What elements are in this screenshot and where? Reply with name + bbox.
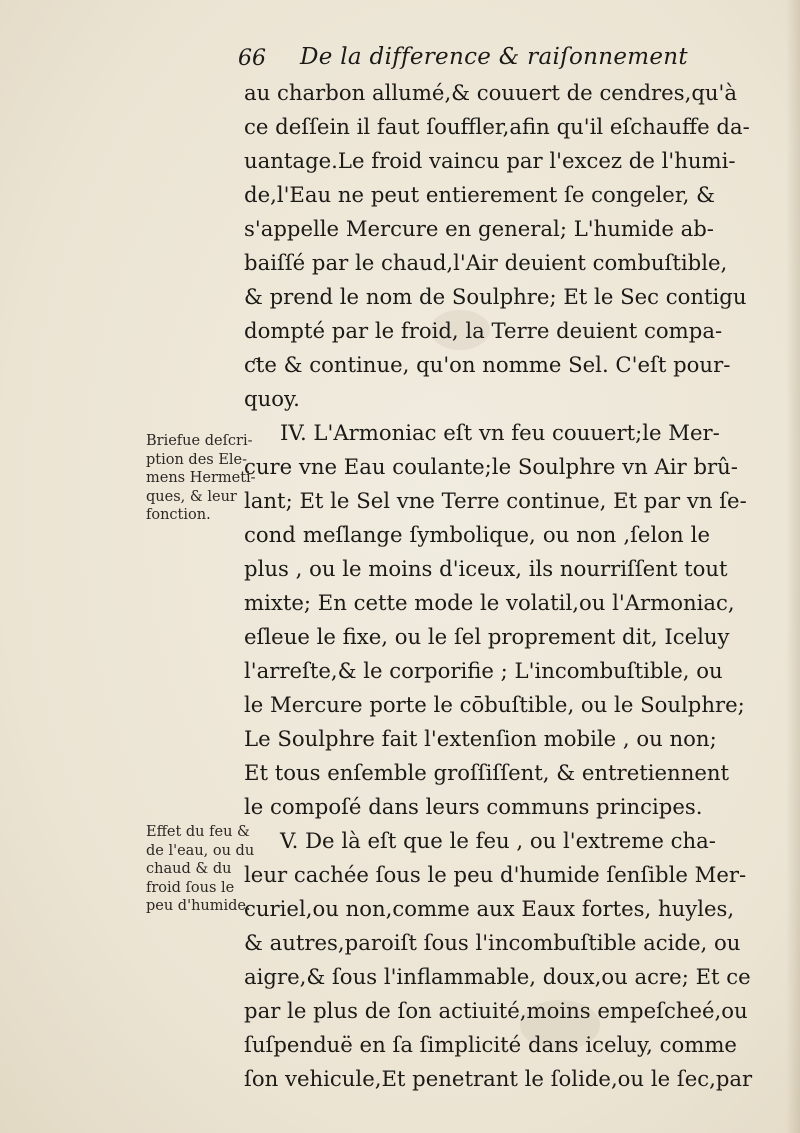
body-text — [244, 76, 753, 1096]
margin-note-line: mens Hermeti- — [146, 470, 256, 486]
text-line: par le plus de ſon actiuité,moins empeſcheé,ou — [244, 998, 748, 1023]
text-line: le Mercure porte le cōbuſtible, ou le Soulphre; — [244, 692, 745, 717]
text-line: baiſſé par le chaud,l'Air deuient combuſtible, — [244, 250, 728, 275]
text-line: curiel,ou non,comme aux Eaux fortes, huyles, — [244, 896, 735, 921]
margin-note-line: ption des Ele- — [146, 451, 248, 468]
margin-note-line: peu d'humide. — [146, 898, 251, 914]
text-line: l'arreſte,& le corporifie ; L'incombuſtible, ou — [244, 658, 723, 683]
text-line: ſon vehicule,Et penetrant le ſolide,ou le ſec,par — [244, 1066, 753, 1091]
margin-note-line: de l'eau, ou du — [146, 842, 255, 859]
page-edge-shadow — [786, 0, 800, 1133]
margin-note-line: Briefue deſcri- — [146, 433, 253, 449]
text-line: mixte; En cette mode le volatil,ou l'Armoniac, — [244, 590, 735, 615]
text-line: au charbon allumé,& couuert de cendres,qu'à — [244, 80, 737, 105]
text-line: de,l'Eau ne peut entierement ſe congeler, & — [244, 182, 715, 207]
margin-note-elements — [146, 432, 256, 525]
text-line: Et tous enſemble groſſiſſent, & entretiennent — [244, 760, 730, 785]
text-line: le compoſé dans leurs communs principes. — [244, 794, 703, 819]
text-line: uantage.Le froid vaincu par l'excez de l'humi- — [244, 148, 736, 173]
text-line: leur cachée ſous le peu d'humide ſenſible Mer- — [244, 862, 747, 887]
text-line: s'appelle Mercure en general; L'humide ab- — [244, 216, 714, 241]
page-number: 66 — [238, 46, 266, 71]
text-line: dompté par le froid, la Terre deuient compa- — [244, 318, 723, 343]
section-heading-line: IV. L'Armoniac eſt vn feu couuert;le Mer- — [280, 420, 720, 445]
text-line: ce deſſein il faut ſouffler,afin qu'il eſchauffe da- — [244, 114, 750, 139]
margin-note-line: fonction. — [146, 507, 211, 523]
margin-note-line: ques, & leur — [146, 488, 237, 505]
running-head: De la difference & raiſonnement — [300, 44, 688, 70]
text-line: aigre,& ſous l'inflammable, doux,ou acre; Et ce — [244, 964, 751, 989]
text-line: Le Soulphre fait l'extenſion mobile , ou non; — [244, 726, 717, 751]
text-line: & autres,paroiſt ſous l'incombuſtible acide, ou — [244, 930, 741, 955]
margin-note-fire-water — [146, 823, 255, 916]
text-line: quoy. — [244, 386, 300, 411]
text-line: lant; Et le Sel vne Terre continue, Et par vn ſe- — [244, 488, 747, 513]
margin-note-line: Effet du feu & — [146, 824, 250, 840]
text-line: & prend le nom de Soulphre; Et le Sec contigu — [244, 284, 747, 309]
text-line: ſuſpenduë en ſa ſimplicité dans iceluy, comme — [244, 1032, 737, 1057]
text-line: eſleue le fixe, ou le ſel proprement dit, Iceluy — [244, 624, 730, 649]
section-heading-line: V. De là eſt que le feu , ou l'extreme cha- — [280, 828, 716, 853]
page-header — [238, 42, 708, 78]
text-line: cond meſlange ſymbolique, ou non ,ſelon le — [244, 522, 710, 547]
text-line: ƈte & continue, qu'on nomme Sel. C'eſt pour- — [244, 352, 731, 377]
margin-note-line: froid ſous le — [146, 879, 235, 896]
text-line: cure vne Eau coulante;le Soulphre vn Air brû- — [244, 454, 738, 479]
margin-note-line: chaud & du — [146, 861, 232, 877]
text-line: plus , ou le moins d'iceux, ils nourriſſent tout — [244, 556, 728, 581]
